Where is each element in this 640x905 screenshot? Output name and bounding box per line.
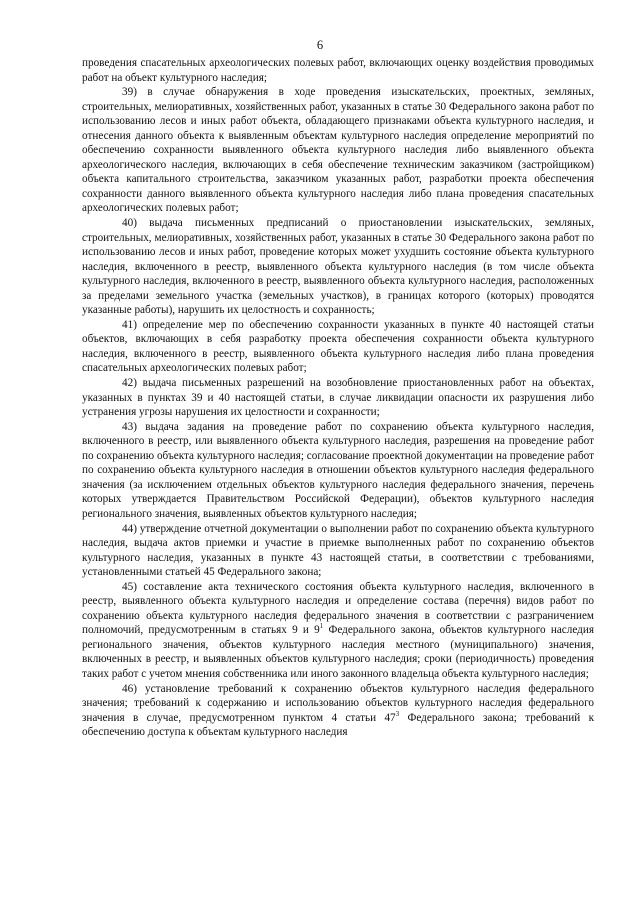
paragraph-text: 43) выдача задания на проведение работ по сохранению объекта культурного наследия, включенного в реестр, или выявленного объекта культурного наследия, разрешения на проведение работ по сохранению объекта культурного наследия; согласование проектной документации на проведение работ по сохранению объекта культурного наследия в отношении объектов культурного наследия федерального значения (за исключением отдельных объектов культурного наследия федерального значения, перечень которых утверждается Правительством Российской Федерации), объектов культурного наследия регионального значения, выявленных объектов культурного наследия;	[82, 420, 594, 520]
paragraph-40	[82, 216, 594, 318]
paragraph-39	[82, 85, 594, 216]
paragraph-text: 44) утверждение отчетной документации о выполнении работ по сохранению объекта культурного наследия, выдача актов приемки и участие в приемке выполненных работ по сохранению объектов культурного наследия, указанных в пункте 43 настоящей статьи, в соответствии с требованиями, установленными статьей 45 Федерального закона;	[82, 522, 594, 579]
paragraph-43	[82, 420, 594, 522]
paragraph-text: проведения спасательных археологических полевых работ, включающих оценку воздействия проводимых работ на объект культурного наследия;	[82, 57, 594, 84]
paragraph-text: 40) выдача письменных предписаний о приостановлении изыскательских, земляных, строительных, мелиоративных, хозяйственных работ, указанных в статье 30 Федерального закона работ по использованию лесов и иных работ, проведение которых может ухудшить состояние объекта культурного наследия, включенного в реестр, выявленного объекта культурного наследия (в том числе объекта культурного наследия, включенного в реестр, выявленного объекта культурного наследия, расположенных за пределами земельного участка (земельных участков), в границах которого (которых) проводятся указанные работы), нарушить их целостность и сохранность;	[82, 217, 594, 317]
paragraph-text: 42) выдача письменных разрешений на возобновление приостановленных работ на объектах, указанных в пунктах 39 и 40 настоящей статьи, в случае ликвидации опасности их разрушения либо устранения угрозы нарушения их целостности и сохранности;	[82, 377, 594, 419]
paragraph-text: 41) определение мер по обеспечению сохранности указанных в пункте 40 настоящей статьи объектов, включающих в себя разработку проекта обеспечения сохранности объекта культурного наследия, включенного в реестр, выявленного объекта культурного наследия либо плана проведения спасательных археологических полевых работ;	[82, 318, 594, 375]
paragraph-text: Федерального закона, объектов культурного наследия регионального значения, объектов культурного наследия местного (муниципального) значения, включенных в реестр, и выявленных объектов культурного наследия; сроки (периодичность) проведения таких работ с учетом мнения собственника или иного законного владельца объекта культурного наследия;	[82, 624, 594, 680]
document-body	[82, 56, 594, 740]
page-number: 6	[316, 38, 324, 52]
paragraph-42	[82, 376, 594, 420]
paragraph-45	[82, 580, 594, 682]
superscript-article-number: 3	[395, 709, 400, 718]
paragraph-text: 39) в случае обнаружения в ходе проведения изыскательских, проектных, земляных, строительных, мелиоративных, хозяйственных работ, указанных в статье 30 Федерального закона работ по использованию лесов и иных работ объекта, обладающего признаками объекта культурного наследия, и отнесения данного объекта к выявленным объектам культурного наследия определение мероприятий по обеспечению сохранности выявленного объекта культурного наследия либо выявленного объекта археологического наследия, включающих в себя обеспечение техническим заказчиком (застройщиком) объекта капитального строительства, заказчиком указанных работ, разработки проекта обеспечения сохранности данного выявленного объекта культурного наследия либо плана проведения спасательных археологических полевых работ;	[82, 86, 594, 215]
paragraph-46	[82, 682, 594, 740]
paragraph-text: 46) установление требований к сохранению объектов культурного наследия федерального значения; требований к содержанию и использованию объектов культурного наследия федерального значения в случае, предусмотренном пунктом 4 статьи 47	[82, 682, 594, 724]
paragraph-text: 45) составление акта технического состояния объекта культурного наследия, включенного в реестр, выявленного объекта культурного наследия и определение состава (перечня) видов работ по сохранению объекта культурного наследия федерального значения в соответствии с разграничением полномочий, предусмотренным в статьях 9 и 9	[82, 580, 594, 637]
superscript-article-number: 1	[319, 622, 324, 631]
paragraph-38-continuation	[82, 56, 594, 85]
paragraph-44	[82, 522, 594, 580]
paragraph-text: Федерального закона; требований к обеспечению доступа к объектам культурного наследия	[82, 711, 595, 739]
paragraph-41	[82, 318, 594, 376]
